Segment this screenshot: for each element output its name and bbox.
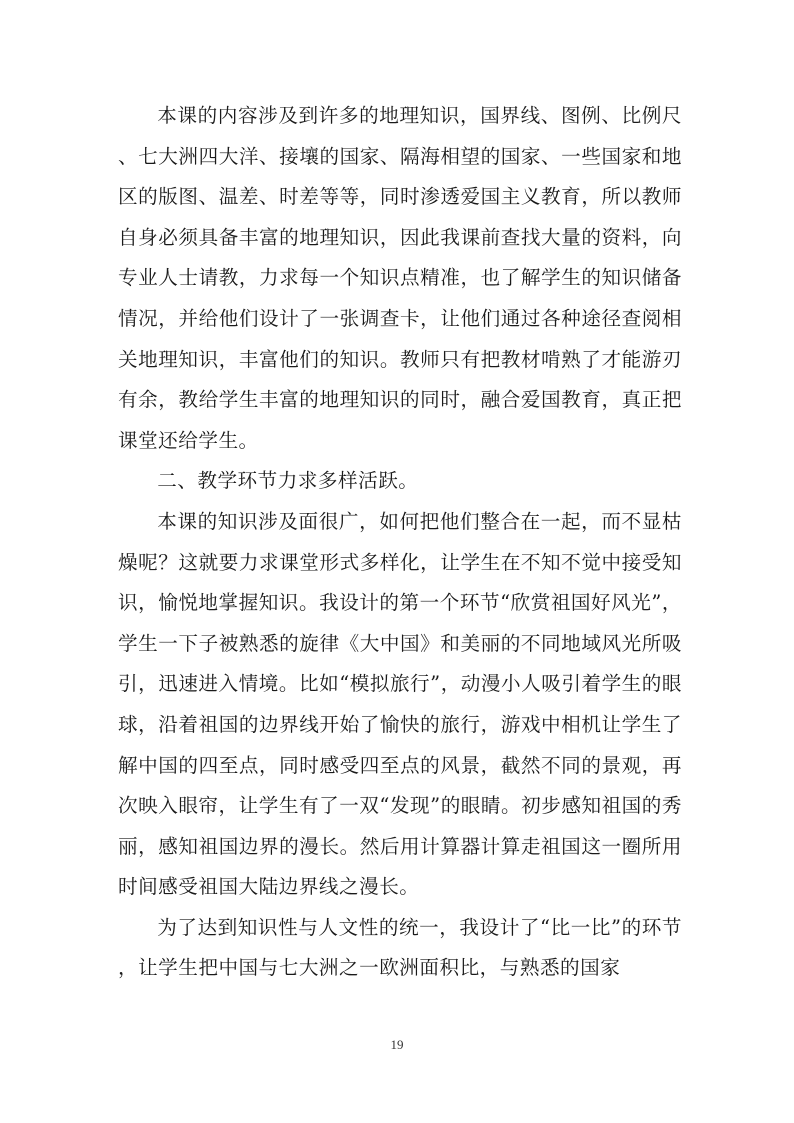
paragraph-comparison-activity: 为了达到知识性与人文性的统一，我设计了“比一比”的环节，让学生把中国与七大洲之一欧洲面积比，与熟悉的国家 xyxy=(118,915,682,980)
section-heading-teaching-steps: 二、教学环节力求多样活跃。 xyxy=(157,469,419,493)
paragraph-teaching-activities: 本课的知识涉及面很广，如何把他们整合在一起，而不显枯燥呢？这就要力求课堂形式多样化，让学生在不知不觉中接受知识，愉悦地掌握知识。我设计的第一个环节“欣赏祖国好风光”，学生一下子被熟悉的旋律《大中国》和美丽的不同地域风光所吸引，迅速进入情境。比如“模拟旅行”，动漫小人吸引着学生的眼球，沿着祖国的边界线开始了愉快的旅行，游戏中相机让学生了解中国的四至点，同时感受四至点的风景，截然不同的景观，再次映入眼帘，让学生有了一双“发现”的眼睛。初步感知祖国的秀丽，感知祖国边界的漫长。然后用计算器计算走祖国这一圈所用时间感受祖国大陆边界线之漫长。 xyxy=(118,509,682,899)
paragraph-course-content: 本课的内容涉及到许多的地理知识，国界线、图例、比例尺、七大洲四大洋、接壤的国家、隔海相望的国家、一些国家和地区的版图、温差、时差等等，同时渗透爱国主义教育，所以教师自身必须具备丰富的地理知识，因此我课前查找大量的资料，向专业人士请教，力求每一个知识点精准，也了解学生的知识储备情况，并给他们设计了一张调查卡，让他们通过各种途径查阅相关地理知识，丰富他们的知识。教师只有把教材啃熟了才能游刃有余，教给学生丰富的地理知识的同时，融合爱国教育，真正把课堂还给学生。 xyxy=(118,104,682,452)
body-text xyxy=(118,96,682,989)
page-number: 19 xyxy=(390,1037,404,1052)
